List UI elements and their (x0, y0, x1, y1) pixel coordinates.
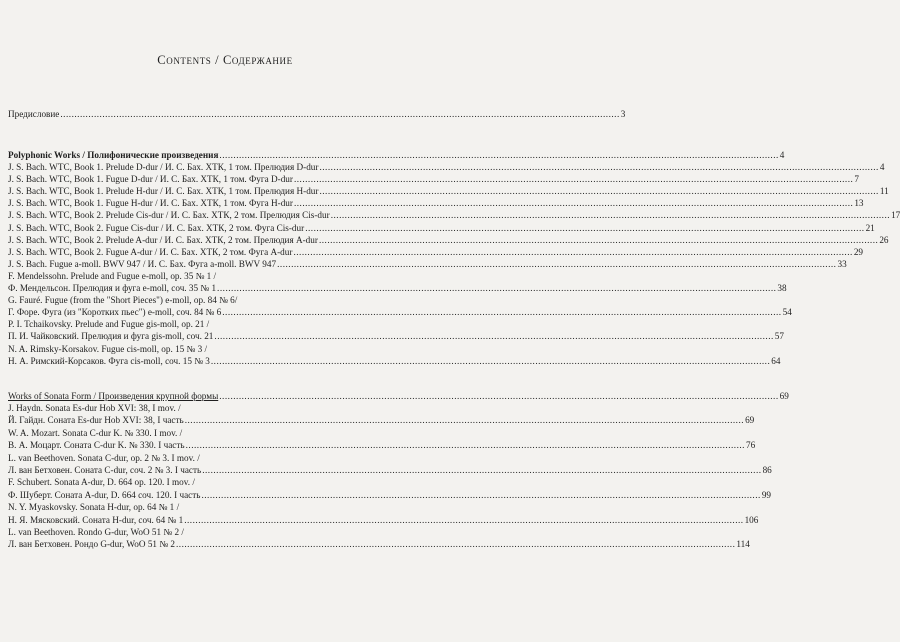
toc-entry (8, 173, 859, 185)
toc-page-number: 21 (865, 222, 875, 233)
page-title: Contents / Содержание (157, 53, 293, 67)
section-heading-sonata (8, 390, 789, 402)
toc-page-number: 76 (745, 440, 756, 451)
dot-leader: ........................................................................................................................................................................................................ (330, 210, 891, 221)
toc-page-number: 29 (853, 246, 863, 257)
dot-leader: ........................................................................................................................................................................................................ (319, 186, 879, 197)
dot-leader: ........................................................................................................................................................................................................ (60, 109, 620, 119)
toc-entry (8, 330, 784, 342)
toc-entry (8, 294, 416, 306)
toc-entry-text: F. Schubert. Sonata A-dur, D. 664 op. 120. I mov. / (8, 477, 195, 488)
toc-entry-text: L. van Beethoven. Rondo G-dur, WoO 51 № 2 / (8, 527, 184, 537)
toc-entry-text: L. van Beethoven. Sonata C-dur, op. 2 № 3. I mov. / (8, 452, 200, 463)
toc-entry (8, 306, 792, 318)
toc-entry-text: В. А. Моцарт. Соната C-dur K. № 330. I часть (8, 440, 185, 451)
toc-page-number: 3 (620, 109, 626, 119)
toc-page-number: 86 (762, 465, 772, 475)
toc-entry-text: N. Y. Myaskovsky. Sonata H-dur, op. 64 № 1 / (8, 502, 180, 513)
dot-leader: ........................................................................................................................................................................................................ (214, 331, 774, 342)
section-heading-text: Works of Sonata Form / Произведения крупной формы (8, 391, 219, 401)
dot-leader: ........................................................................................................................................................................................................ (277, 258, 837, 269)
toc-entry-text: Предисловие (8, 109, 60, 119)
toc-page-number: 33 (837, 258, 847, 269)
toc-page-number: 69 (745, 415, 755, 426)
dot-leader: ........................................................................................................................................................................................................ (305, 222, 865, 233)
toc-entry (8, 209, 900, 221)
toc-entry-text: Г. Форе. Фуга (из "Коротких пьес") e-moll, соч. 84 № 6 (8, 307, 222, 318)
toc-entry (8, 476, 416, 488)
toc-entry-text: J. S. Bach. WTC, Book 1. Prelude H-dur / И. С. Бах. ХТК, 1 том. Прелюдия H-dur (8, 186, 319, 197)
toc-entry-text: F. Mendelssohn. Prelude and Fugue e-moll, op. 35 № 1 / (8, 270, 217, 281)
dot-leader: ........................................................................................................................................................................................................ (175, 539, 736, 550)
toc-page-number: 11 (879, 186, 889, 197)
toc-entry-text: J. S. Bach. WTC, Book 1. Fugue H-dur / И. С. Бах. ХТК, 1 том. Фуга H-dur (8, 198, 293, 209)
toc-entry-text: P. I. Tchaikovsky. Prelude and Fugue gis-moll, op. 21 / (8, 319, 210, 330)
toc-entry-text: J. S. Bach. WTC, Book 1. Fugue D-dur / И. С. Бах. ХТК, 1 том. Фуга D-dur (8, 174, 293, 185)
toc-entry (8, 234, 889, 246)
dot-leader: ........................................................................................................................................................................................................ (293, 246, 853, 257)
toc-entry (8, 439, 756, 451)
toc-entry (8, 402, 416, 414)
toc-entry-text: Ф. Шуберт. Соната A-dur, D. 664 соч. 120. I часть (8, 489, 201, 500)
toc-entry-text: П. И. Чайковский. Прелюдия и фуга gis-moll, соч. 21 (8, 331, 214, 342)
toc-entry (8, 343, 416, 355)
dot-leader: ........................................................................................................................................................................................................ (318, 234, 879, 245)
dot-leader: ........................................................................................................................................................................................................ (222, 307, 782, 318)
toc-page-number: 7 (854, 174, 859, 185)
toc-page-number: 38 (777, 283, 787, 293)
toc-page-number: 17 (891, 210, 900, 221)
toc-page-number: 4 (879, 162, 885, 172)
toc-page-number: 64 (771, 355, 781, 366)
toc-entry-text: J. S. Bach. WTC, Book 2. Prelude Cis-dur / И. С. Бах. ХТК, 2 том. Прелюдия Cis-dur (8, 210, 330, 221)
toc-entry (8, 197, 864, 209)
toc-page-number: 69 (779, 391, 789, 401)
toc-entry-text: J. S. Bach. Fugue a-moll. BWV 947 / И. С. Бах. Фуга a-moll. BWV 947 (8, 258, 277, 269)
dot-leader: ........................................................................................................................................................................................................ (217, 283, 777, 293)
toc-entry-text: Ф. Мендельсон. Прелюдия и фуга e-moll, соч. 35 № 1 (8, 283, 217, 293)
toc-entry-text: G. Fauré. Fugue (from the "Short Pieces") e-moll, op. 84 № 6/ (8, 295, 238, 306)
toc-entry (8, 427, 416, 439)
toc-page-number: 26 (879, 234, 889, 245)
toc-entry (8, 258, 847, 270)
toc-page-number: 106 (744, 514, 759, 525)
toc-entry (8, 282, 787, 294)
toc-entry-text: N. A. Rimsky-Korsakov. Fugue cis-moll, op. 15 № 3 / (8, 343, 208, 354)
dot-leader: ........................................................................................................................................................................................................ (219, 391, 779, 401)
toc-entry-text: J. S. Bach. WTC, Book 2. Prelude A-dur / И. С. Бах. ХТК, 2 том. Прелюдия A-dur (8, 234, 318, 245)
dot-leader: ........................................................................................................................................................................................................ (319, 162, 879, 172)
toc-entry (8, 514, 759, 526)
section-heading-polyphonic (8, 149, 785, 161)
toc-entry (8, 526, 416, 538)
toc-entry-preface (8, 108, 626, 120)
toc-entry-text: J. S. Bach. WTC, Book 1. Prelude D-dur / И. С. Бах. ХТК, 1 том. Прелюдия D-dur (8, 162, 319, 172)
dot-leader: ........................................................................................................................................................................................................ (210, 355, 771, 366)
toc-entry-text: Й. Гайдн. Соната Es-dur Hob XVI: 38, I часть (8, 415, 184, 426)
toc-entry (8, 538, 750, 550)
dot-leader: ........................................................................................................................................................................................................ (184, 415, 745, 426)
dot-leader: ........................................................................................................................................................................................................ (201, 489, 761, 500)
toc-entry (8, 452, 416, 464)
toc-entry (8, 318, 416, 330)
toc-entry (8, 501, 416, 513)
dot-leader: ........................................................................................................................................................................................................ (184, 514, 744, 525)
toc-entry-text: Н. Я. Мясковский. Соната H-dur, соч. 64 № 1 (8, 514, 184, 525)
dot-leader: ........................................................................................................................................................................................................ (293, 174, 854, 185)
toc-entry (8, 246, 863, 258)
toc-entry (8, 414, 755, 426)
toc-entry-text: Л. ван Бетховен. Соната C-dur, соч. 2 № 3. I часть (8, 465, 202, 475)
toc-entry-text: J. S. Bach. WTC, Book 2. Fugue A-dur / И. С. Бах. ХТК, 2 том. Фуга A-dur (8, 246, 293, 257)
toc-entry (8, 270, 416, 282)
toc-entry (8, 355, 781, 367)
toc-entry (8, 185, 889, 197)
toc-entry-text: J. Haydn. Sonata Es-dur Hob XVI: 38, I mov. / (8, 403, 181, 413)
toc-entry (8, 161, 885, 173)
toc-entry (8, 222, 875, 234)
toc-page-number: 13 (854, 198, 864, 209)
dot-leader: ........................................................................................................................................................................................................ (293, 198, 854, 209)
toc-entry-text: J. S. Bach. WTC, Book 2. Fugue Cis-dur / И. С. Бах. ХТК, 2 том. Фуга Cis-dur (8, 222, 305, 233)
toc-page-number: 99 (761, 489, 771, 500)
toc-page-number: 114 (736, 539, 750, 550)
toc-entry-text: Н. А. Римский-Корсаков. Фуга cis-moll, соч. 15 № 3 (8, 355, 210, 366)
dot-leader: ........................................................................................................................................................................................................ (219, 150, 779, 160)
toc-page-number: 57 (774, 331, 784, 342)
dot-leader: ........................................................................................................................................................................................................ (202, 465, 762, 475)
toc-entry (8, 489, 771, 501)
toc-page-number: 54 (782, 307, 792, 318)
dot-leader: ........................................................................................................................................................................................................ (185, 440, 745, 451)
section-heading-text: Polyphonic Works / Полифонические произведения (8, 150, 219, 160)
toc-entry (8, 464, 772, 476)
toc-page-number: 4 (779, 150, 785, 160)
toc-entry-text: W. A. Mozart. Sonata C-dur K. № 330. I mov. / (8, 427, 183, 438)
toc-entry-text: Л. ван Бетховен. Рондо G-dur, WoO 51 № 2 (8, 539, 175, 550)
